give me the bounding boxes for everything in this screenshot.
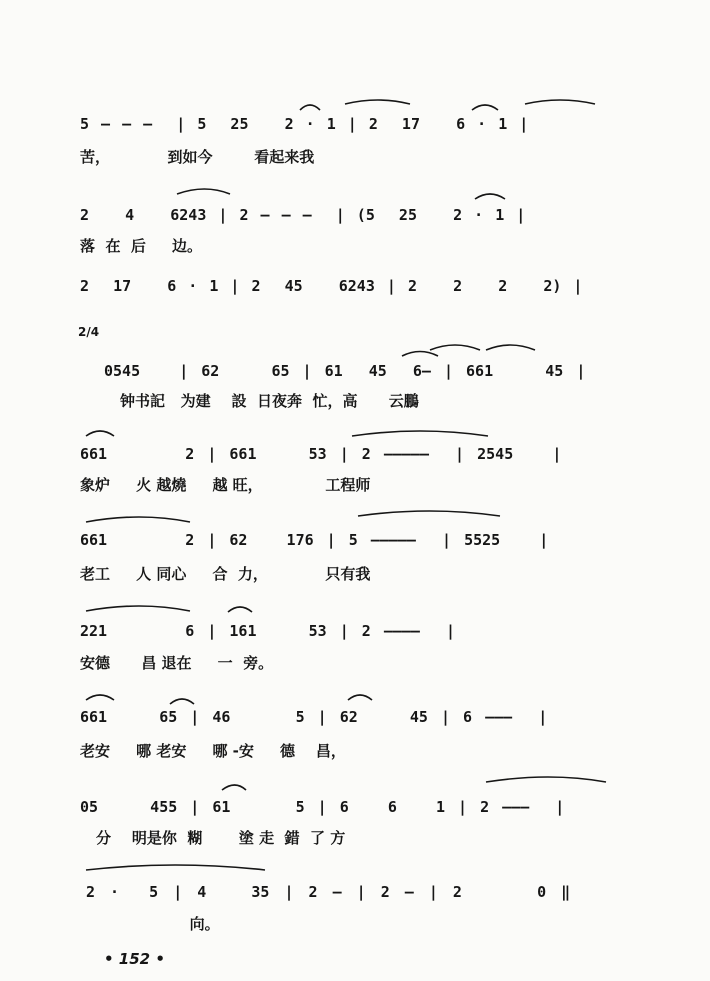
- notation-line-10: 2 · 5 | 4 35 | 2 — | 2 — | 2 0 ‖: [86, 883, 571, 901]
- notation-line-3: 2 17 6 · 1 | 2 45 6243 | 2 2 2 2) |: [80, 277, 583, 295]
- lyric-line-6: 老工 人 同心 合 力， 只有我: [80, 565, 371, 583]
- tie-curve: [170, 699, 194, 704]
- notation-line-5: 661 2 | 661 53 | 2 ————— | 2545 |: [80, 445, 562, 463]
- tie-curve: [402, 352, 438, 357]
- tie-curve: [177, 189, 230, 194]
- tie-curve: [358, 511, 500, 516]
- lyric-line-8: 老安 哪 老安 哪 -安 德 昌，: [80, 742, 346, 760]
- notation-line-1: 5 — — — | 5 25 2 · 1 | 2 17 6 · 1 |: [80, 115, 529, 133]
- notation-line-2: 2 4 6243 | 2 — — — | (5 25 2 · 1 |: [80, 206, 526, 224]
- lyric-line-10: 向。: [80, 915, 220, 933]
- lyric-line-9: 分 明是你 糊 塗 走 錯 了 方: [96, 829, 346, 847]
- page-number: • 152 •: [104, 950, 165, 968]
- tie-curve: [475, 194, 505, 199]
- tie-curve: [222, 785, 246, 790]
- lyric-line-7: 安德 昌 退在 一 旁。: [80, 654, 274, 672]
- tie-curve: [86, 695, 114, 700]
- lyric-line-1: 苦， 到如今 看起来我: [80, 148, 315, 166]
- tie-curve: [486, 777, 606, 782]
- tie-curve: [86, 606, 190, 611]
- notation-line-8: 661 65 | 46 5 | 62 45 | 6 ——— |: [80, 708, 548, 726]
- lyric-line-2: 落 在 后 边。: [80, 237, 203, 255]
- tie-curve: [472, 105, 498, 110]
- tie-curve: [486, 345, 535, 350]
- notation-line-9: 05 455 | 61 5 | 6 6 1 | 2 ——— |: [80, 798, 565, 816]
- tie-curve: [345, 100, 410, 104]
- notation-line-4: 0545 | 62 65 | 61 45 6— | 661 45 |: [104, 362, 586, 380]
- tie-curve: [228, 607, 252, 612]
- tie-curve: [352, 431, 488, 436]
- tie-curve: [348, 695, 372, 700]
- notation-line-6: 661 2 | 62 176 | 5 ————— | 5525 |: [80, 531, 549, 549]
- tie-curve: [86, 517, 190, 522]
- lyric-line-5: 象炉 火 越燒 越 旺， 工程师: [80, 476, 371, 494]
- time-signature: 2/4: [78, 325, 100, 339]
- tie-curve: [86, 865, 265, 870]
- lyric-line-4: 钟书記 为建 設 日夜奔 忙，高 云鵬: [120, 392, 419, 410]
- tie-curve: [430, 345, 480, 350]
- notation-line-7: 221 6 | 161 53 | 2 ———— |: [80, 622, 456, 640]
- tie-curve: [300, 105, 320, 110]
- tie-curve: [525, 100, 595, 104]
- tie-curve: [86, 431, 114, 436]
